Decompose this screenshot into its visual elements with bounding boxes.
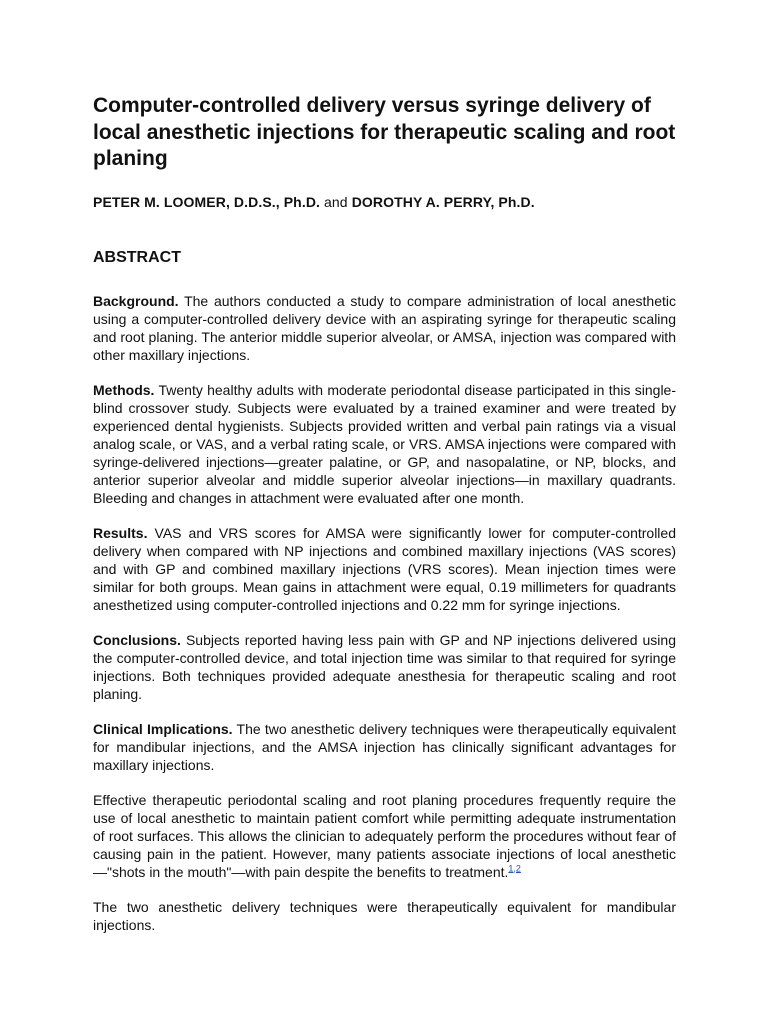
author-conjunction: and (324, 193, 348, 210)
article-title: Computer-controlled delivery versus syringe delivery of local anesthetic injections for therapeutic scaling and root planing (93, 94, 676, 170)
section-text: Subjects reported having less pain with GP and NP injections delivered using the computer-controlled device, and total injection time was similar to that required for syringe injections. Both techniques provided adequate anesthesia for therapeutic scaling and root planing. (93, 631, 676, 702)
article (93, 93, 676, 934)
reference-link[interactable]: 1,2 (508, 862, 521, 873)
section-label: Results. (93, 524, 148, 541)
abstract-conclusions (93, 631, 676, 703)
paragraph-text: Effective therapeutic periodontal scaling and root planing procedures frequently require the use of local anesthetic to maintain patient comfort while permitting adequate instrumentation of root surfaces. This allows the clinician to adequately perform the procedures without fear of causing pain in the patient. However, many patients associate injections of local anesthetic —"shots in the mouth"—with pain despite the benefits to treatment. (93, 791, 676, 880)
abstract-results (93, 524, 676, 614)
section-text: The authors conducted a study to compare administration of local anesthetic using a computer-controlled delivery device with an aspirating syringe for therapeutic scaling and root planing. The anterior middle superior alveolar, or AMSA, injection was compared with other maxillary injections. (93, 292, 676, 363)
section-text: VAS and VRS scores for AMSA were significantly lower for computer-controlled delivery when compared with NP injections and combined maxillary injections (VAS scores) and with GP and combined maxillary injections (VRS scores). Mean injection times were similar for both groups. Mean gains in attachment were equal, 0.19 millimeters for quadrants anesthetized using computer-controlled injections and 0.22 mm for syringe injections. (93, 524, 676, 613)
section-text: The two anesthetic delivery techniques were therapeutically equivalent for mandibular injections, and the AMSA injection has clinically significant advantages for maxillary injections. (93, 720, 676, 773)
abstract-methods (93, 381, 676, 507)
author-loomer: PETER M. LOOMER, D.D.S., Ph.D. (93, 193, 321, 210)
section-label: Methods. (93, 381, 155, 398)
abstract-clinical-implications (93, 720, 676, 774)
section-text: Twenty healthy adults with moderate periodontal disease participated in this single-blind crossover study. Subjects were evaluated by a trained examiner and were treated by experienced dental hygienists. Subjects provided written and verbal pain ratings via a visual analog scale, or VAS, and a verbal rating scale, or VRS. AMSA injections were compared with syringe-delivered injections—greater palatine, or GP, and nasopalatine, or NP, blocks, and anterior superior alveolar and middle superior alveolar injections—in maxillary quadrants. Bleeding and changes in attachment were evaluated after one month. (93, 381, 677, 506)
author-perry: DOROTHY A. PERRY, Ph.D. (351, 193, 535, 210)
author-line (93, 193, 676, 211)
section-label: Background. (93, 292, 179, 309)
section-label: Clinical Implications. (93, 720, 233, 737)
section-label: Conclusions. (93, 631, 181, 648)
body-paragraph-1 (93, 791, 676, 881)
body-paragraph-2 (93, 898, 676, 934)
paragraph-text: The two anesthetic delivery techniques were therapeutically equivalent for mandibular injections. (93, 898, 676, 933)
abstract-background (93, 292, 676, 364)
abstract-heading: ABSTRACT (93, 248, 181, 266)
